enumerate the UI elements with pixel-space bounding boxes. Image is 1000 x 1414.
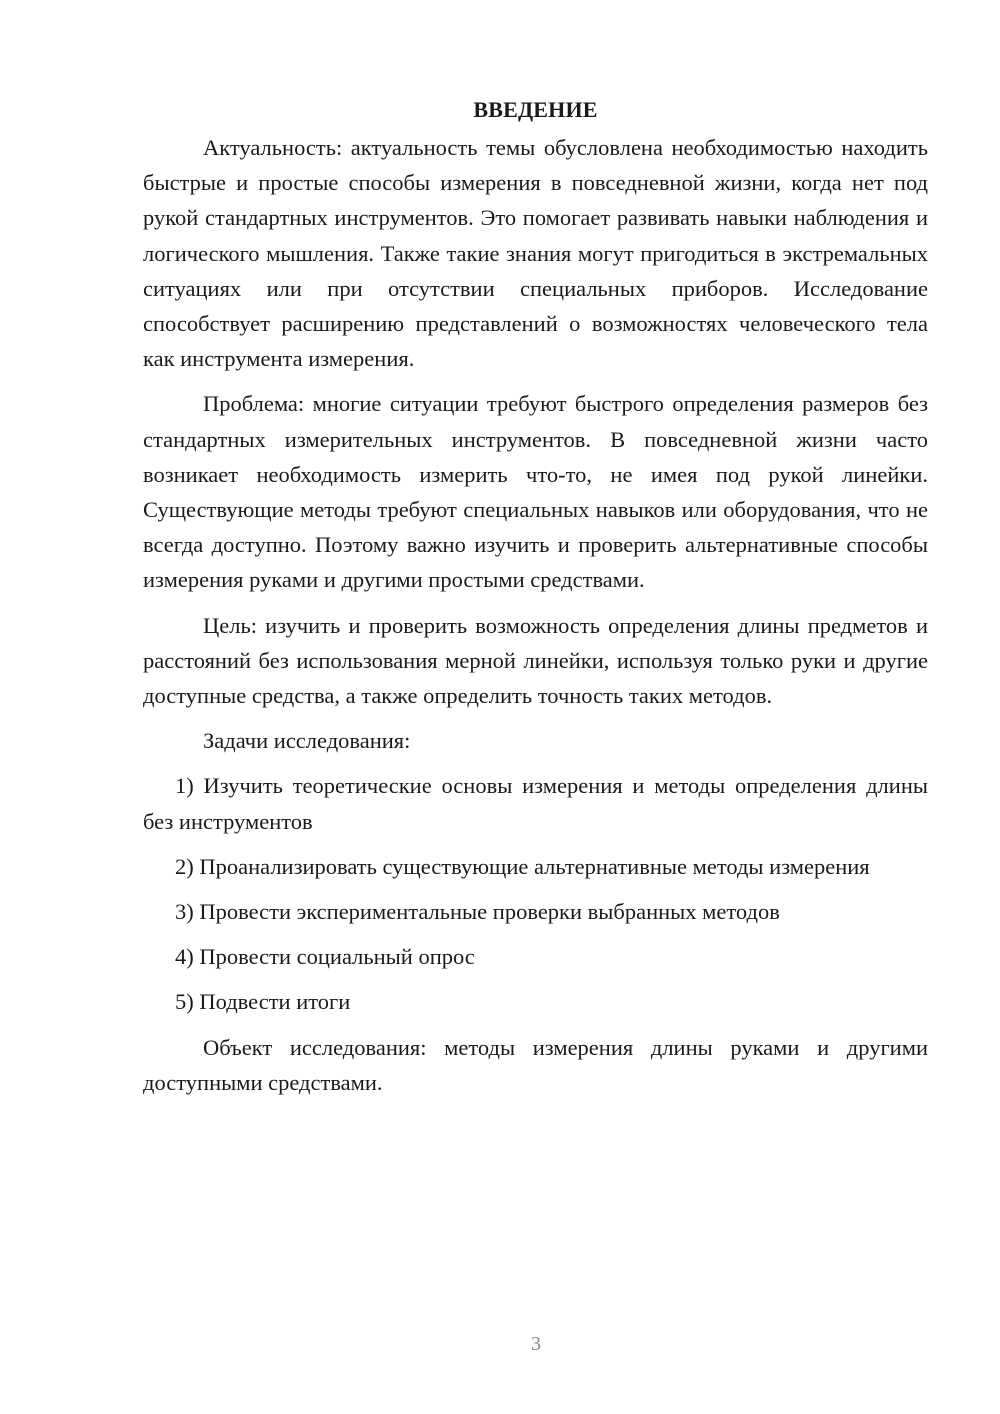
task-item: 5) Подвести итоги [175, 989, 351, 1015]
goal-paragraph: Цель: изучить и проверить возможность определения длины предметов и расстояний без использования мерной линейки, используя только руки и другие доступные средства, а также определить точность таких методов. [143, 612, 928, 709]
problem-paragraph: Проблема: многие ситуации требуют быстрого определения размеров без стандартных измерительных инструментов. В повседневной жизни часто возникает необходимость измерить что-то, не имея под рукой линейки. Существующие методы требуют специальных навыков или оборудования, что не всегда доступно. Поэтому важно изучить и проверить альтернативные способы измерения руками и другими простыми средствами. [143, 391, 928, 593]
section-title: ВВЕДЕНИЕ [473, 97, 598, 122]
task-item: 1) Изучить теоретические основы измерения и методы определения длины без инструментов [143, 773, 928, 834]
task-item: 4) Провести социальный опрос [175, 944, 475, 970]
task-item: 2) Проанализировать существующие альтернативные методы измерения [175, 853, 870, 879]
page-number: 3 [531, 1333, 541, 1355]
object-paragraph: Объект исследования: методы измерения длины руками и другими доступными средствами. [143, 1034, 928, 1095]
task-item: 3) Провести экспериментальные проверки выбранных методов [175, 899, 780, 925]
tasks-heading: Задачи исследования: [203, 728, 411, 754]
document-page [143, 92, 928, 1110]
relevance-paragraph: Актуальность: актуальность темы обусловлена необходимостью находить быстрые и простые способы измерения в повседневной жизни, когда нет под рукой стандартных инструментов. Это помогает развивать навыки наблюдения и логического мышления. Также такие знания могут пригодиться в экстремальных ситуациях или при отсутствии специальных приборов. Исследование способствует расширению представлений о возможностях человеческого тела как инструмента измерения. [143, 135, 928, 372]
